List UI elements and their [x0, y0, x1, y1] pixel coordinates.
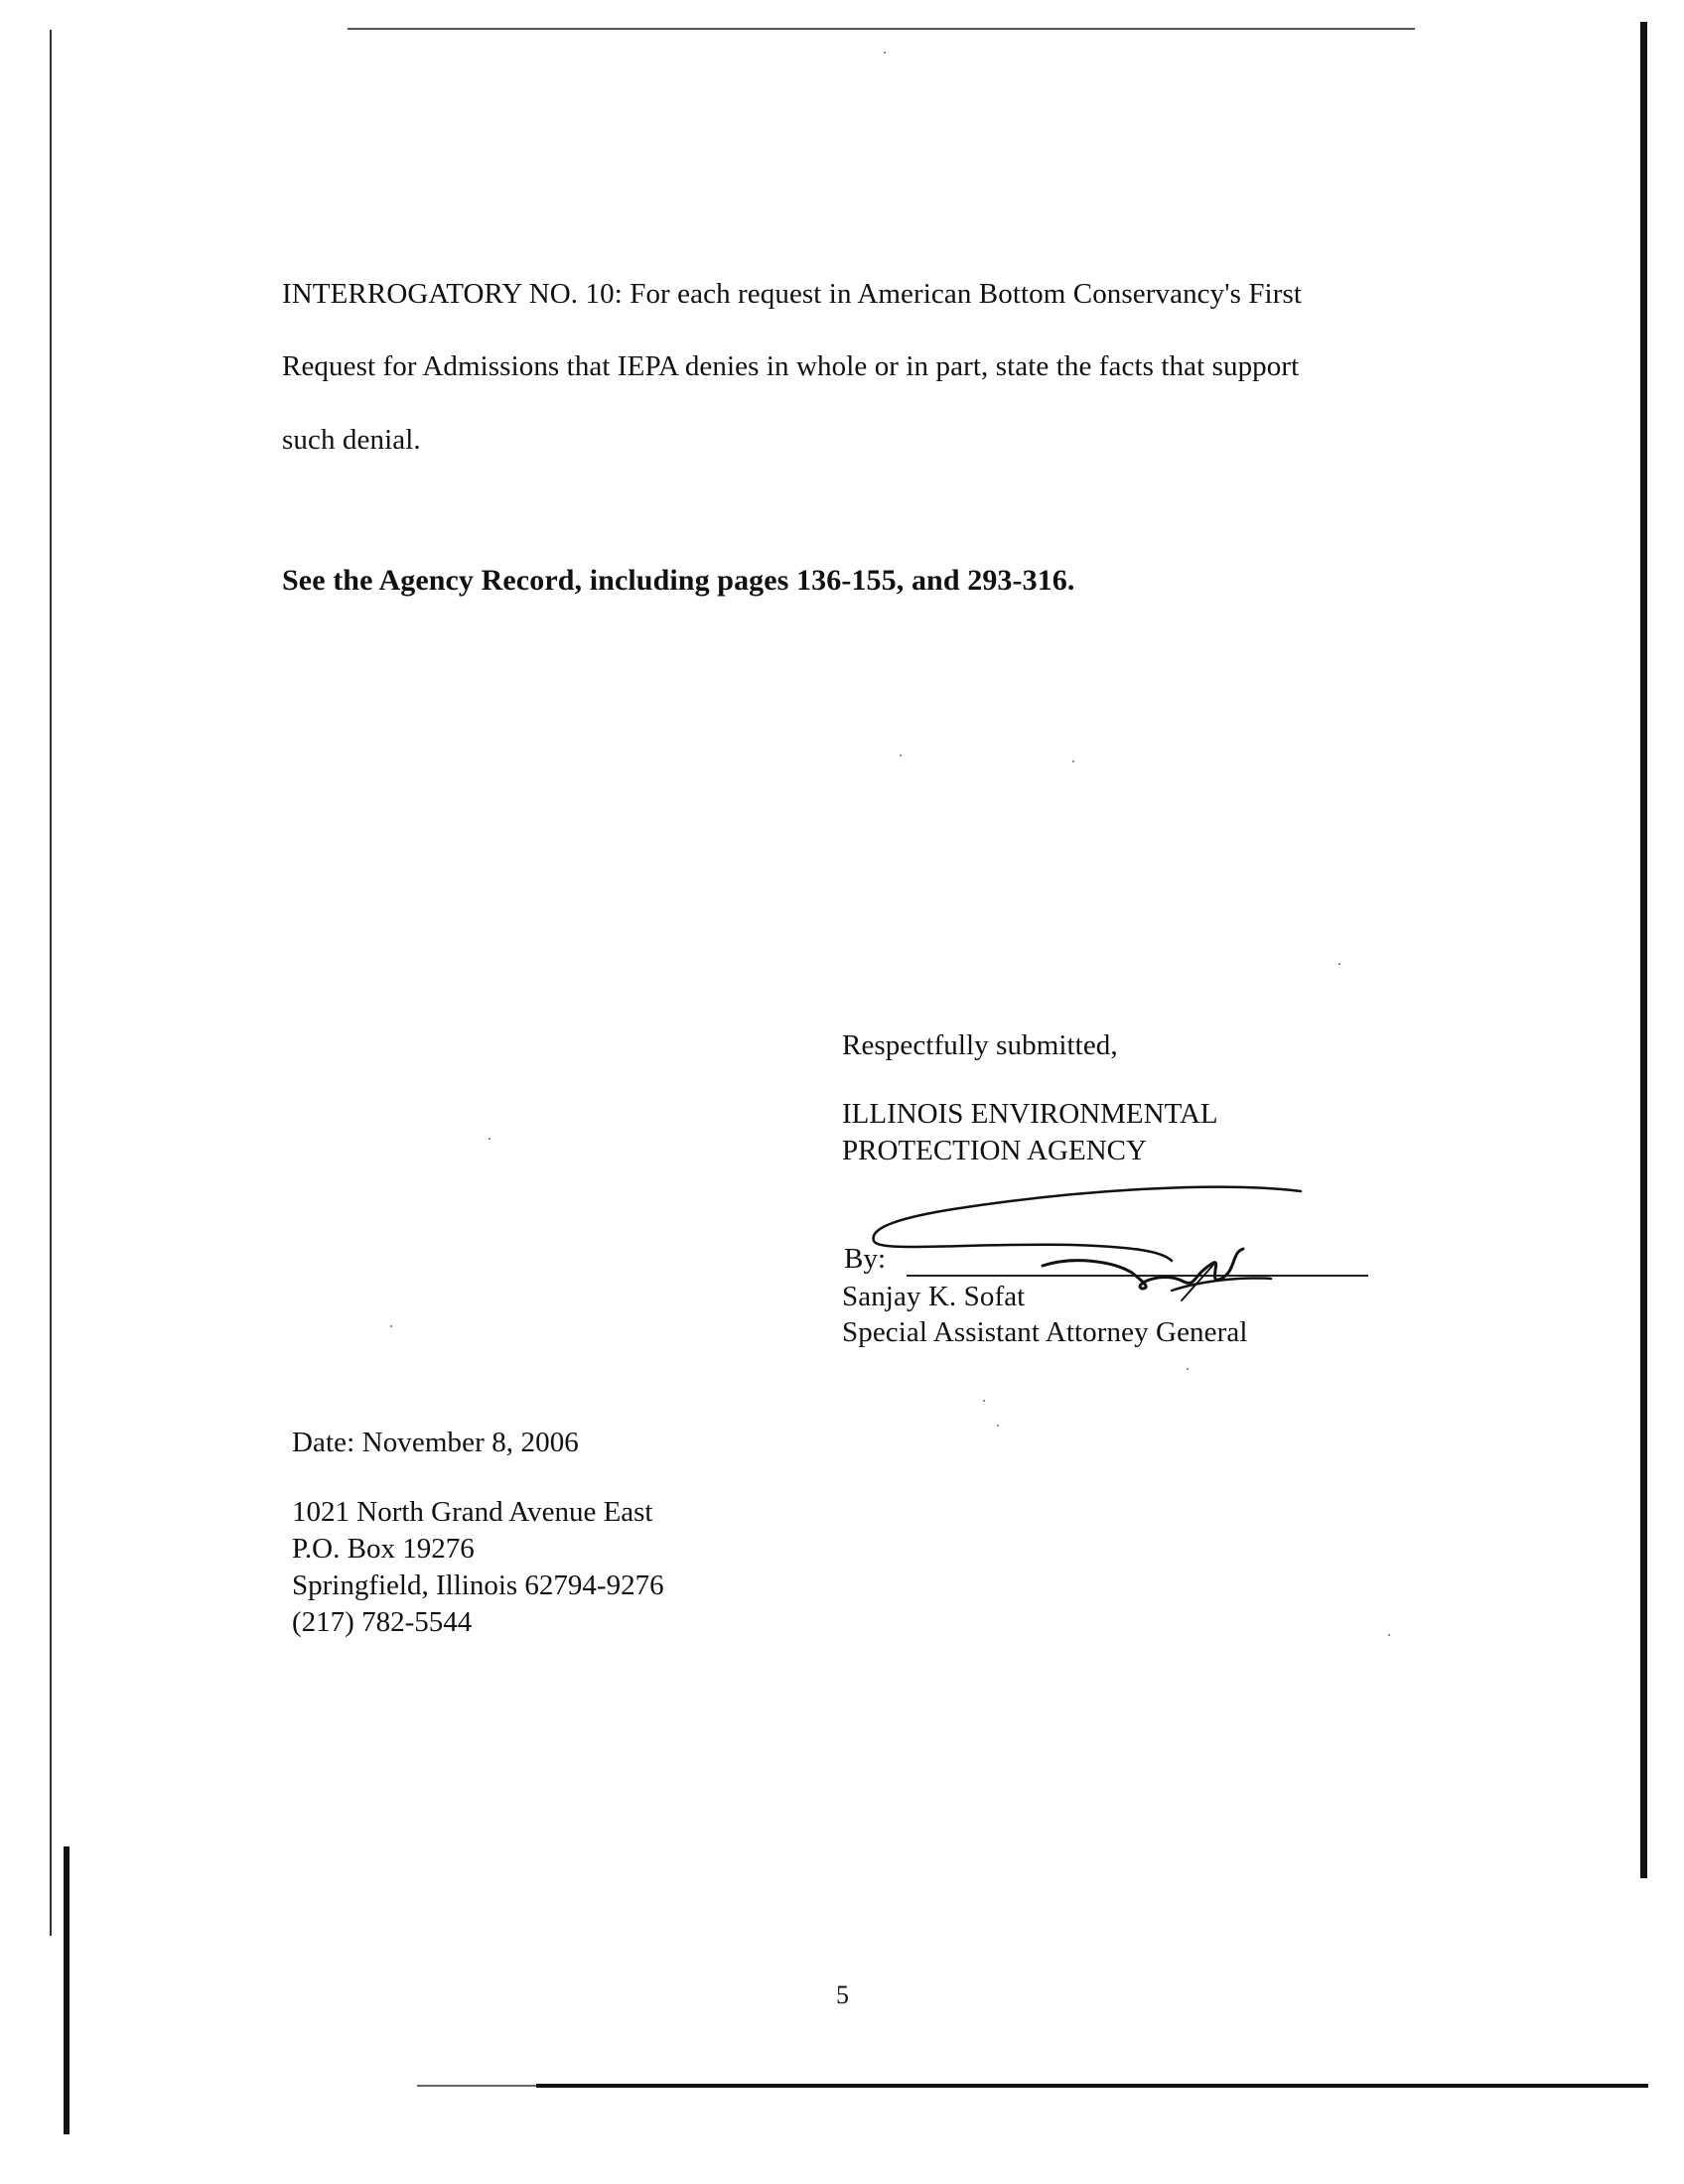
scan-speck: [983, 1400, 985, 1402]
scan-speck: [884, 52, 886, 54]
address-po-box: P.O. Box 19276: [292, 1533, 475, 1565]
signer-name: Sanjay K. Sofat: [842, 1281, 1026, 1312]
address-street: 1021 North Grand Avenue East: [292, 1496, 653, 1528]
scan-right-edge: [1640, 22, 1647, 1878]
scan-speck: [900, 754, 902, 756]
response-text: See the Agency Record, including pages 136-155, and 293-316.: [282, 564, 1075, 597]
scan-top-edge: [348, 28, 1415, 30]
scan-bottom-edge: [536, 2084, 1648, 2088]
agency-line-1: ILLINOIS ENVIRONMENTAL: [842, 1098, 1218, 1130]
scan-bottom-edge-faint: [417, 2085, 536, 2087]
scan-speck: [1072, 760, 1074, 762]
scan-left-edge-bottom: [64, 1846, 70, 2134]
scan-speck: [997, 1425, 999, 1427]
interrogatory-line-3: such denial.: [282, 424, 421, 456]
by-label: By:: [844, 1243, 887, 1275]
scan-speck: [1388, 1634, 1390, 1636]
address-city: Springfield, Illinois 62794-9276: [292, 1570, 664, 1601]
interrogatory-line-1: INTERROGATORY NO. 10: For each request in American Bottom Conservancy's First: [282, 278, 1303, 310]
page-number: 5: [836, 1980, 850, 2009]
address-phone: (217) 782-5544: [292, 1606, 473, 1638]
scan-speck: [1187, 1368, 1189, 1370]
signer-title: Special Assistant Attorney General: [842, 1316, 1248, 1348]
date-line: Date: November 8, 2006: [292, 1427, 579, 1458]
agency-line-2: PROTECTION AGENCY: [842, 1135, 1147, 1166]
closing-text: Respectfully submitted,: [842, 1029, 1118, 1061]
scan-speck: [489, 1138, 491, 1140]
agency-name: [842, 1096, 1218, 1169]
scan-speck: [390, 1325, 392, 1327]
interrogatory-line-2: Request for Admissions that IEPA denies in whole or in part, state the facts that support: [282, 350, 1300, 382]
address-block: [292, 1494, 664, 1641]
scan-left-edge: [50, 30, 52, 1936]
scan-speck: [1338, 963, 1340, 965]
